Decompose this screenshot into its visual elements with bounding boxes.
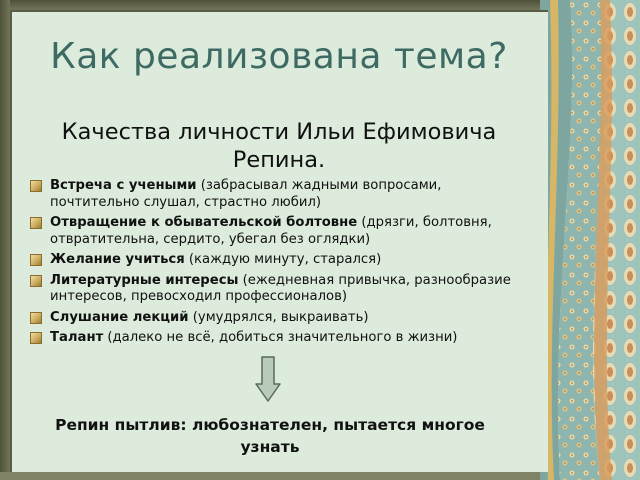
slide-subtitle: Качества личности Ильи Ефимовича Репина.	[61, 119, 497, 173]
list-item	[30, 310, 530, 327]
quality-name: Желание учиться	[50, 252, 185, 267]
conclusion-text: Репин пытлив: любознателен, пытается многое узнать	[55, 416, 485, 456]
quality-details: (каждую минуту, старался)	[184, 252, 382, 267]
gold-square-bullet-icon	[30, 275, 42, 287]
gold-square-bullet-icon	[30, 217, 42, 229]
gold-square-bullet-icon	[30, 332, 42, 344]
list-item	[30, 178, 530, 211]
quality-details: (ежедневная привычка, разнообразие интересов, превосходил профессионалов)	[50, 272, 511, 304]
frame-bottom-bevel	[0, 472, 560, 480]
list-item	[30, 330, 530, 347]
decorative-fabric-panel	[540, 0, 640, 480]
slide-title: Как реализована тема?	[50, 36, 508, 77]
frame-left-bevel	[0, 0, 10, 480]
quality-name: Талант	[50, 330, 104, 345]
gold-square-bullet-icon	[30, 254, 42, 266]
gold-square-bullet-icon	[30, 180, 42, 192]
quality-details: (дрязги, болтовня, отвратительна, сердито, убегал без оглядки)	[50, 215, 492, 247]
list-item	[30, 215, 530, 248]
quality-name: Встреча с учеными	[50, 178, 197, 193]
quality-details: (забрасывал жадными вопросами, почтительно слушал, страстно любил)	[50, 178, 442, 210]
quality-details: (далеко не всё, добиться значительного в жизни)	[103, 330, 458, 345]
quality-name: Литературные интересы	[50, 272, 239, 288]
quality-name: Отвращение к обывательской болтовне	[50, 215, 358, 230]
down-arrow-icon	[255, 356, 281, 402]
gold-square-bullet-icon	[30, 312, 42, 324]
qualities-list	[30, 178, 530, 351]
frame-top-bevel	[0, 0, 560, 10]
quality-name: Слушание лекций	[50, 309, 189, 325]
list-item	[30, 273, 530, 306]
list-item	[30, 252, 530, 269]
quality-details: (умудрялся, выкраивать)	[188, 309, 369, 325]
